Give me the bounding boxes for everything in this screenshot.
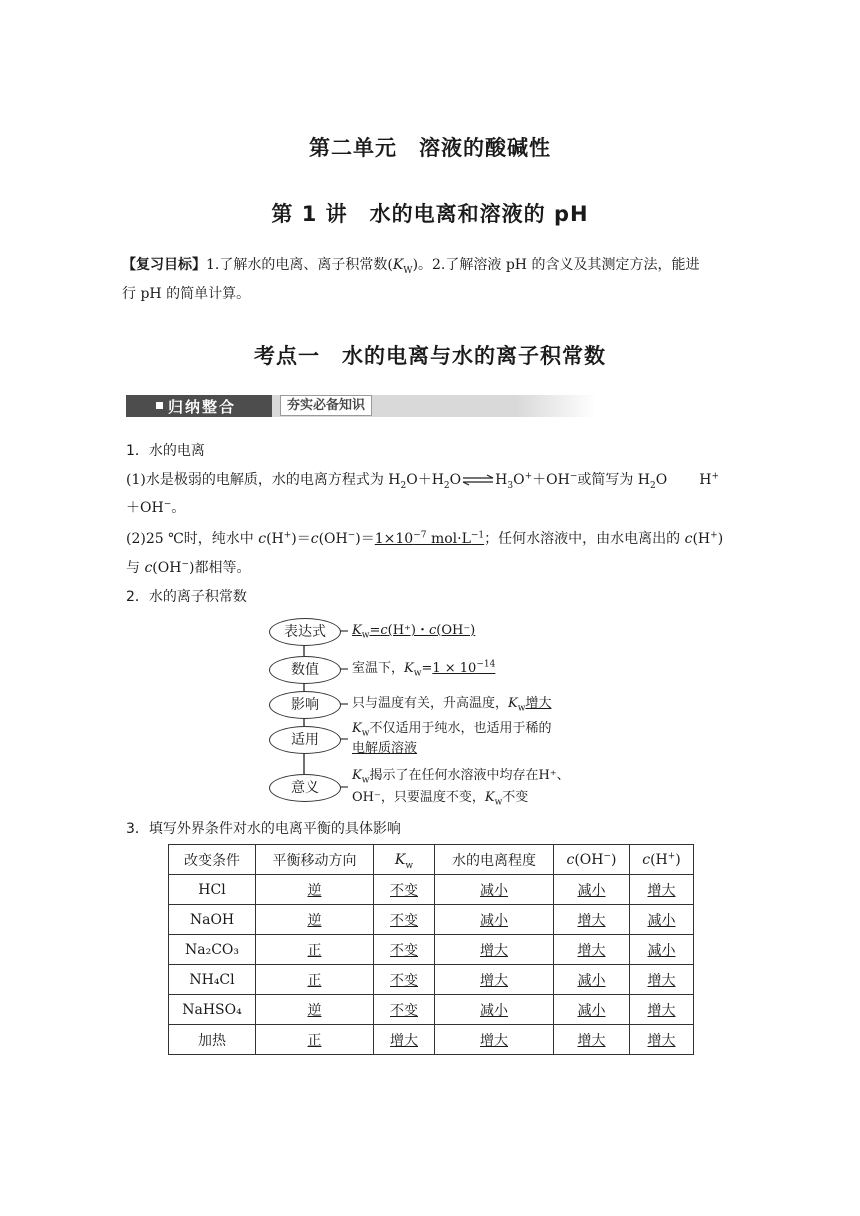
col-header: c(OH−) — [554, 845, 630, 875]
text: (H — [266, 531, 284, 547]
k: K — [484, 790, 495, 805]
answer-text: 减小 — [480, 912, 508, 929]
banner-left-label: 归纳整合 — [168, 398, 237, 416]
node-influence-text — [352, 695, 551, 713]
condition-cell: Na₂CO₃ — [169, 935, 256, 965]
node-influence: 影响 — [269, 691, 341, 719]
t: 1 × 10 — [432, 661, 477, 676]
review-text-2: )。2.了解溶液 pH 的含义及其测定方法，能进 — [412, 257, 700, 273]
banner-fade — [516, 395, 596, 417]
t: (OH⁻) — [436, 623, 476, 638]
t: 室温下， — [352, 661, 405, 676]
w: w — [361, 775, 370, 786]
answer-cell — [374, 875, 435, 905]
answer-cell — [554, 965, 630, 995]
table-row — [169, 875, 694, 905]
answer-text: 正 — [307, 972, 322, 989]
col-header: 改变条件 — [169, 845, 256, 875]
review-objectives — [122, 251, 742, 309]
text: )都相等。 — [189, 560, 251, 576]
table-row — [169, 965, 694, 995]
text: (OH — [152, 560, 182, 576]
answer-cell — [554, 995, 630, 1025]
answer-text: 增大 — [390, 1032, 418, 1049]
text: 。 — [171, 500, 186, 516]
answer-text: 减小 — [577, 882, 606, 899]
node-applicability-text-2: 电解质溶液 — [352, 741, 418, 756]
text: ；任何水溶液中，由水电离出的 — [484, 531, 685, 547]
answer-cell — [435, 1025, 554, 1055]
t: 只与温度有关，升高温度， — [352, 696, 509, 711]
kaodian-title: 考点一 水的电离与水的离子积常数 — [254, 344, 606, 368]
t: 不仅适用于纯水，也适用于稀的 — [369, 721, 552, 736]
answer-cell — [256, 905, 374, 935]
node-value: 数值 — [269, 656, 341, 684]
banner-right-label: 夯实必备知识 — [280, 395, 372, 416]
condition-cell: NaHSO₄ — [169, 995, 256, 1025]
condition-cell: NH₄Cl — [169, 965, 256, 995]
table-row — [169, 935, 694, 965]
text: 或简写为 H — [577, 472, 651, 488]
banner-light — [272, 395, 516, 417]
answer-cell — [554, 935, 630, 965]
text: 1×10 — [374, 531, 414, 547]
t: OH⁻，只要温度不变， — [352, 790, 485, 805]
table-row — [169, 905, 694, 935]
text: H — [495, 472, 508, 488]
k: K — [404, 661, 414, 676]
answer-text: 减小 — [577, 972, 606, 989]
answer-cell — [630, 875, 694, 905]
section1-para1-line1 — [126, 471, 719, 489]
review-tag: 【复习目标】 — [122, 257, 206, 273]
answer-cell — [435, 905, 554, 935]
section2-heading: 2．水的离子积常数 — [126, 589, 247, 605]
col-header: c(H+) — [630, 845, 694, 875]
text: 与 — [126, 560, 145, 576]
review-text-1: 1.了解水的电离、离子积常数( — [206, 257, 393, 273]
answer-text: 不变 — [390, 972, 418, 989]
sup-minus: − — [163, 499, 172, 510]
answer-cell — [630, 995, 694, 1025]
answer-cell — [435, 965, 554, 995]
answer-text: 逆 — [307, 882, 322, 899]
answer-text: 增大 — [647, 882, 676, 899]
answer-cell — [256, 995, 374, 1025]
k: K — [352, 721, 362, 736]
table-row — [169, 1025, 694, 1055]
node-significance-text-2 — [352, 789, 528, 807]
t: 不变 — [502, 790, 529, 805]
section1-para2-line1 — [126, 530, 723, 548]
sub-2: 2 — [443, 480, 450, 491]
c-symbol: c — [258, 531, 267, 547]
answer-cell — [554, 875, 630, 905]
col-header: 水的电离程度 — [435, 845, 554, 875]
sub-2: 2 — [650, 480, 656, 491]
answer-cell — [630, 905, 694, 935]
lecture-title: 第 1 讲 水的电离和溶液的 pH — [271, 202, 589, 226]
col-header: 平衡移动方向 — [256, 845, 374, 875]
table-body — [169, 875, 694, 1055]
sub-3: 3 — [507, 480, 514, 491]
answer-text: 增大 — [647, 1032, 676, 1049]
sup-plus: + — [711, 471, 720, 482]
kw-symbol: K — [392, 257, 404, 273]
answer-text: 减小 — [647, 912, 676, 929]
sup-plus: + — [283, 530, 292, 541]
c-symbol: c — [144, 560, 153, 576]
eq: = — [421, 661, 433, 676]
col-header: $K_w$ — [374, 845, 435, 875]
k: K — [352, 623, 362, 638]
k: K — [352, 768, 362, 783]
answer-text: 逆 — [307, 1002, 322, 1019]
answer-text: 不变 — [390, 912, 418, 929]
w: w — [517, 703, 526, 714]
answer-cell — [374, 905, 435, 935]
answer-text: 增大 — [647, 1002, 676, 1019]
exp: −14 — [476, 659, 496, 670]
node-expression-text — [352, 622, 475, 640]
answer-text: 不变 — [390, 942, 418, 959]
answer-cell — [435, 995, 554, 1025]
node-significance-text-1 — [352, 767, 570, 785]
sup-minus: − — [569, 471, 578, 482]
kw-subscript: W — [403, 265, 413, 276]
text: H — [699, 472, 712, 488]
answer-text: 增大 — [480, 1032, 508, 1049]
answer-text: 增大 — [480, 942, 508, 959]
node-applicability-text-1 — [352, 720, 551, 738]
equilibrium-arrow-icon — [461, 474, 495, 486]
section1-para2-line2 — [126, 559, 250, 577]
c: c — [428, 623, 437, 638]
answer-increase: 增大 — [525, 696, 552, 711]
review-text-3: 行 pH 的简单计算。 — [122, 286, 251, 302]
answer-text: 正 — [307, 1032, 322, 1049]
kw-concept-diagram — [268, 616, 608, 810]
section1-heading: 1．水的电离 — [126, 443, 205, 459]
answer-cell — [374, 995, 435, 1025]
answer-cell — [256, 1025, 374, 1055]
condition-cell: 加热 — [169, 1025, 256, 1055]
section3-heading: 3．填写外界条件对水的电离平衡的具体影响 — [126, 821, 401, 837]
node-applicability: 适用 — [269, 726, 341, 754]
answer-text: 增大 — [647, 972, 676, 989]
answer-text: 正 — [307, 942, 322, 959]
answer-cell — [554, 905, 630, 935]
effects-table — [168, 844, 694, 1055]
answer-text: 减小 — [577, 1002, 606, 1019]
answer-cell — [374, 935, 435, 965]
text: (2)25 ℃时，纯水中 — [126, 531, 259, 547]
t: 揭示了在任何水溶液中均存在H⁺、 — [369, 768, 570, 783]
text: O — [449, 472, 462, 488]
node-significance: 意义 — [269, 774, 341, 802]
answer-cell — [374, 1025, 435, 1055]
text: ) — [717, 531, 724, 547]
text: (OH — [318, 531, 348, 547]
sub-2: 2 — [400, 480, 407, 491]
answer-text: 减小 — [647, 942, 676, 959]
exponent: −7 — [413, 530, 427, 541]
answer-cell — [256, 875, 374, 905]
exponent: −1 — [470, 530, 485, 541]
answer-cell — [630, 935, 694, 965]
unit-title: 第二单元 溶液的酸碱性 — [309, 136, 551, 160]
answer-text: 减小 — [480, 882, 508, 899]
c-symbol: c — [684, 531, 693, 547]
table-header-row — [169, 845, 694, 875]
answer-text: 增大 — [577, 912, 606, 929]
answer-text: 增大 — [577, 942, 606, 959]
w: w — [361, 728, 370, 739]
sup-plus: + — [710, 530, 718, 541]
answer-text: 增大 — [480, 972, 508, 989]
text: O — [513, 472, 525, 488]
answer-concentration — [375, 531, 484, 547]
answer-cell — [435, 935, 554, 965]
answer-cell — [630, 1025, 694, 1055]
banner-square-icon — [156, 402, 163, 409]
text: mol·L — [426, 531, 471, 547]
sup-minus: − — [347, 530, 356, 541]
t: (H⁺)・ — [387, 623, 429, 638]
condition-cell: HCl — [169, 875, 256, 905]
answer-cell — [554, 1025, 630, 1055]
table-row — [169, 995, 694, 1025]
eq: = — [369, 623, 381, 638]
sup-minus: − — [181, 559, 189, 570]
answer-cell — [435, 875, 554, 905]
text: )＝ — [291, 531, 311, 547]
condition-cell: NaOH — [169, 905, 256, 935]
text: ＋OH — [126, 500, 164, 516]
c-symbol: c — [310, 531, 319, 547]
text: )＝ — [355, 531, 375, 547]
answer-text: 不变 — [390, 882, 418, 899]
w: w — [361, 630, 370, 641]
section-banner — [126, 395, 468, 421]
answer-cell — [256, 935, 374, 965]
answer-text: 增大 — [577, 1032, 606, 1049]
text: (1)水是极弱的电解质，水的电离方程式为 H — [126, 472, 401, 488]
answer-cell — [374, 965, 435, 995]
banner-dark — [126, 395, 272, 417]
sup-plus: + — [524, 471, 533, 482]
text: ＋OH — [532, 472, 570, 488]
answer-cell — [630, 965, 694, 995]
text: O — [655, 472, 668, 488]
kw-answer — [432, 661, 495, 676]
node-value-text — [352, 660, 495, 678]
w: w — [413, 668, 422, 679]
w: w — [494, 797, 503, 808]
c: c — [380, 623, 388, 638]
node-expression: 表达式 — [269, 618, 341, 646]
text: (H — [692, 531, 711, 547]
answer-cell — [256, 965, 374, 995]
k: K — [508, 696, 518, 711]
answer-text: 逆 — [307, 912, 322, 929]
section1-para1-line2 — [126, 499, 185, 517]
answer-text: 不变 — [390, 1002, 418, 1019]
answer-text: 减小 — [480, 1002, 508, 1019]
text: O＋H — [406, 472, 444, 488]
